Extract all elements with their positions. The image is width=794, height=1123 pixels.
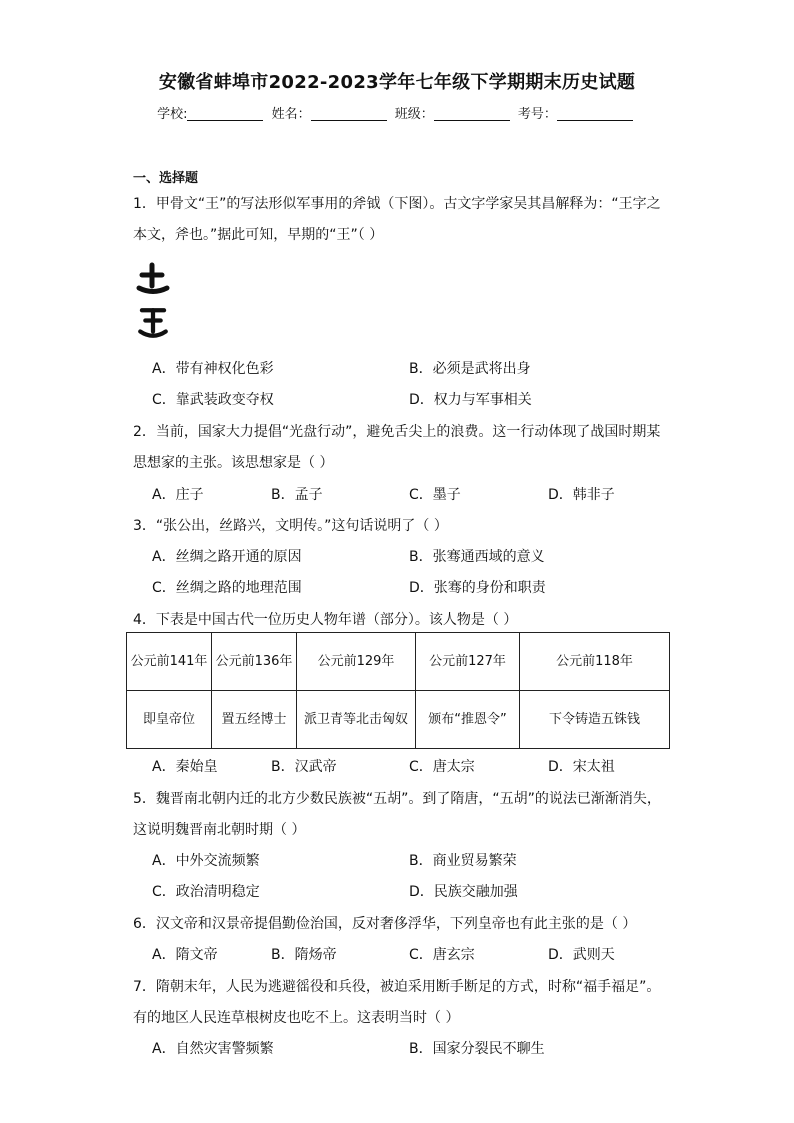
class-blank[interactable] — [434, 106, 510, 121]
table-cell-year: 公元前129年 — [297, 633, 416, 691]
q1-option-c[interactable]: C．靠武装政变夺权 — [152, 392, 274, 408]
q7-stem-line1: 7．隋朝末年，人民为逃避徭役和兵役，被迫采用断手断足的方式，时称“福手福足”。 — [133, 979, 661, 995]
q7-option-b[interactable]: B．国家分裂民不聊生 — [409, 1041, 545, 1057]
table-cell-year: 公元前136年 — [212, 633, 297, 691]
q6-stem: 6．汉文帝和汉景帝提倡勤俭治国，反对奢侈浮华，下列皇帝也有此主张的是（ ） — [133, 916, 637, 932]
q2-stem-line2: 思想家的主张。该思想家是（ ） — [133, 455, 334, 471]
q5-stem-line2: 这说明魏晋南北朝时期（ ） — [133, 822, 306, 838]
table-cell-event: 派卫青等北击匈奴 — [297, 691, 416, 749]
q3-option-a[interactable]: A．丝绸之路开通的原因 — [152, 549, 302, 565]
table-cell-year: 公元前118年 — [520, 633, 670, 691]
table-row-events — [127, 691, 670, 749]
table-cell-year: 公元前141年 — [127, 633, 212, 691]
q7-stem-line2: 有的地区人民连草根树皮也吃不上。这表明当时（ ） — [133, 1010, 460, 1026]
q3-option-b[interactable]: B．张骞通西域的意义 — [409, 549, 545, 565]
table-row-years — [127, 633, 670, 691]
q3-option-d[interactable]: D．张骞的身份和职责 — [409, 580, 546, 596]
name-label: 姓名： — [271, 107, 311, 122]
student-info-row — [0, 103, 794, 122]
q5-option-c[interactable]: C．政治清明稳定 — [152, 884, 260, 900]
q1-stem-line1: 1．甲骨文“王”的写法形似军事用的斧钺（下图）。古文字学家吴其昌解释为：“王字之 — [133, 196, 661, 212]
q4-option-d[interactable]: D．宋太祖 — [548, 759, 615, 775]
q2-option-c[interactable]: C．墨子 — [409, 487, 461, 503]
q4-option-a[interactable]: A．秦始皇 — [152, 759, 218, 775]
class-label: 班级： — [394, 107, 434, 122]
table-cell-event: 下令铸造五铢钱 — [520, 691, 670, 749]
school-label: 学校: — [157, 107, 188, 122]
q2-option-a[interactable]: A．庄子 — [152, 487, 204, 503]
q3-option-c[interactable]: C．丝绸之路的地理范围 — [152, 580, 302, 596]
name-blank[interactable] — [311, 106, 387, 121]
section-heading: 一、选择题 — [133, 171, 199, 186]
q2-option-d[interactable]: D．韩非子 — [548, 487, 615, 503]
q2-option-b[interactable]: B．孟子 — [271, 487, 323, 503]
q6-option-a[interactable]: A．隋文帝 — [152, 947, 218, 963]
q4-option-c[interactable]: C．唐太宗 — [409, 759, 475, 775]
chronology-table — [126, 632, 670, 749]
oracle-bone-wang-glyph-1 — [136, 262, 170, 296]
school-blank[interactable] — [187, 106, 263, 121]
q4-stem: 4．下表是中国古代一位历史人物年谱（部分）。该人物是（ ） — [133, 612, 518, 628]
q3-stem: 3．“张公出，丝路兴，文明传。”这句话说明了（ ） — [133, 518, 448, 534]
table-cell-event: 即皇帝位 — [127, 691, 212, 749]
table-cell-event: 置五经博士 — [212, 691, 297, 749]
q5-option-d[interactable]: D．民族交融加强 — [409, 884, 518, 900]
exam-no-label: 考号： — [517, 107, 557, 122]
q2-stem-line1: 2．当前，国家大力提倡“光盘行动”，避免舌尖上的浪费。这一行动体现了战国时期某 — [133, 424, 661, 440]
table-cell-year: 公元前127年 — [416, 633, 520, 691]
q6-option-c[interactable]: C．唐玄宗 — [409, 947, 475, 963]
q1-option-b[interactable]: B．必须是武将出身 — [409, 361, 531, 377]
page-title: 安徽省蚌埠市2022-2023学年七年级下学期期末历史试题 — [158, 72, 636, 93]
q4-option-b[interactable]: B．汉武帝 — [271, 759, 337, 775]
oracle-bone-wang-glyph-2 — [136, 306, 170, 340]
q1-option-a[interactable]: A．带有神权化色彩 — [152, 361, 274, 377]
table-cell-event: 颁布“推恩令” — [416, 691, 520, 749]
q7-option-a[interactable]: A．自然灾害警频繁 — [152, 1041, 274, 1057]
exam-no-blank[interactable] — [557, 106, 633, 121]
q1-stem-line2: 本文，斧也。”据此可知，早期的“王”（ ） — [133, 227, 384, 243]
q5-option-a[interactable]: A．中外交流频繁 — [152, 853, 260, 869]
q6-option-b[interactable]: B．隋炀帝 — [271, 947, 337, 963]
q1-option-d[interactable]: D．权力与军事相关 — [409, 392, 532, 408]
q5-option-b[interactable]: B．商业贸易繁荣 — [409, 853, 517, 869]
q6-option-d[interactable]: D．武则天 — [548, 947, 615, 963]
q5-stem-line1: 5．魏晋南北朝内迁的北方少数民族被“五胡”。到了隋唐，“五胡”的说法已渐渐消失， — [133, 791, 661, 807]
